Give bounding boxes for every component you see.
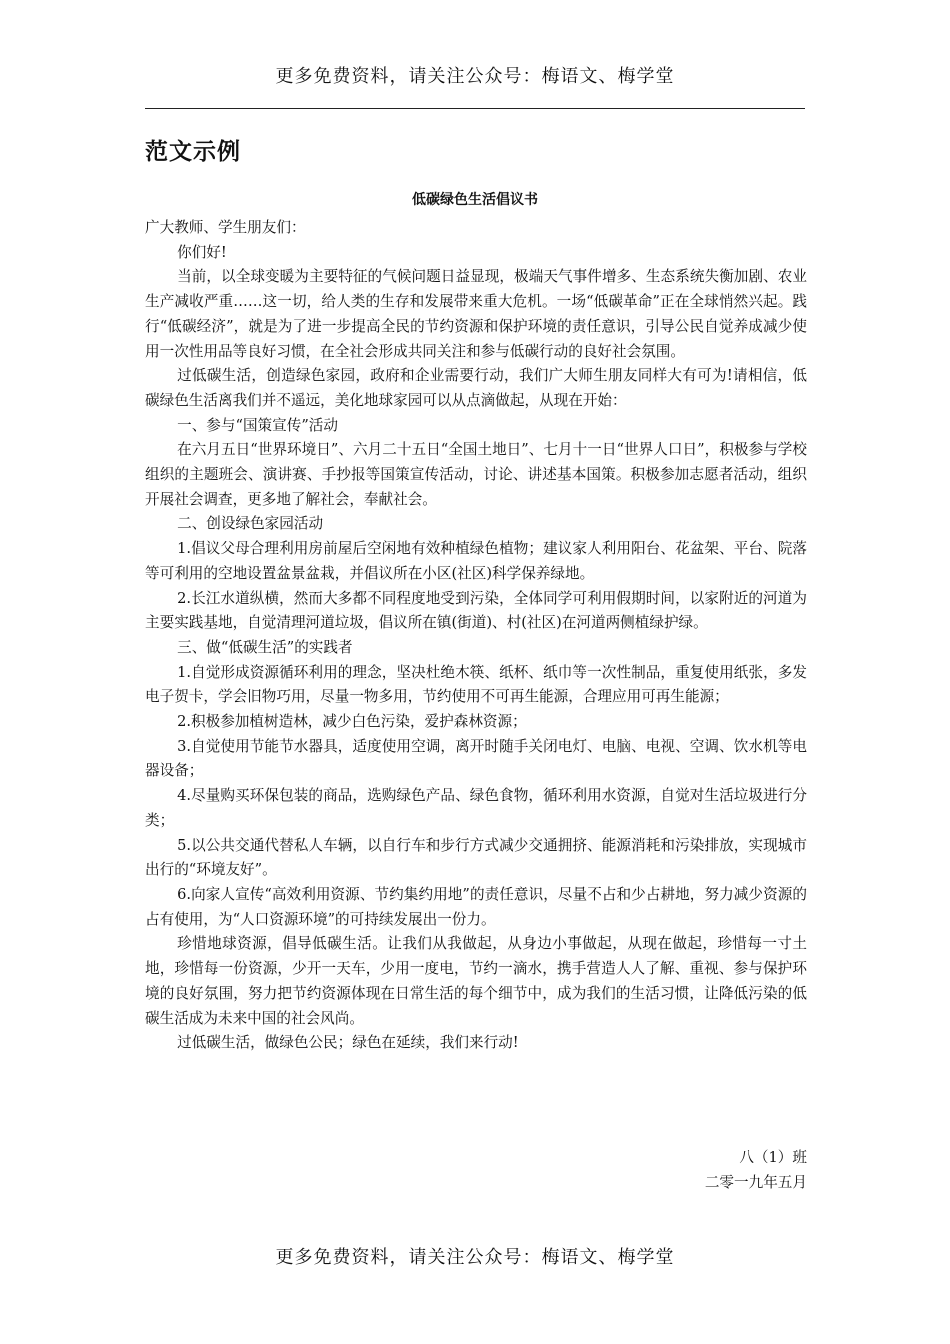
section-title: 范文示例 [145, 139, 241, 165]
page-header: 更多免费资料，请关注公众号：梅语文、梅学堂 [275, 66, 675, 87]
document-title: 低碳绿色生活倡议书 [412, 192, 538, 208]
list-item: 2.长江水道纵横，然而大多都不同程度地受到污染，全体同学可利用假期时间，以家附近的河道为主要实践基地，自觉清理河道垃圾，倡议所在镇(街道)、村(社区)在河道两侧植绿护绿。 [145, 589, 807, 632]
list-item: 1.自觉形成资源循环利用的理念，坚决杜绝木筷、纸杯、纸巾等一次性制品，重复使用纸张，多发电子贺卡，学会旧物巧用，尽量一物多用，节约使用不可再生能源，合理应用可再生能源； [145, 663, 807, 706]
list-item: 6.向家人宣传“高效利用资源、节约集约用地”的责任意识，尽量不占和少占耕地，努力减少资源的占有使用，为“人口资源环境”的可持续发展出一份力。 [145, 885, 807, 928]
list-item: 2.积极参加植树造林，减少白色污染，爱护森林资源； [177, 713, 527, 731]
header-divider [145, 108, 805, 109]
list-item: 5.以公共交通代替私人车辆，以自行车和步行方式减少交通拥挤、能源消耗和污染排放，实现城市出行的“环境友好”。 [145, 836, 807, 879]
letter-body [145, 216, 807, 1056]
paragraph: 在六月五日“世界环境日”、六月二十五日“全国土地日”、七月十一日“世界人口日”，积极参与学校组织的主题班会、演讲赛、手抄报等国策宣传活动，讨论、讲述基本国策。积极参加志愿者活动，组织开展社会调查，更多地了解社会，奉献社会。 [145, 441, 807, 508]
list-item: 3.自觉使用节能节水器具，适度使用空调，离开时随手关闭电灯、电脑、电视、空调、饮水机等电器设备； [145, 737, 807, 780]
greeting: 你们好! [177, 243, 227, 261]
subheading: 三、做“低碳生活”的实践者 [177, 638, 353, 656]
closing-line: 过低碳生活，做绿色公民；绿色在延续，我们来行动! [177, 1034, 519, 1052]
signature-class: 八（1）班 [739, 1149, 807, 1166]
subheading: 一、参与“国策宣传”活动 [177, 416, 338, 434]
page-footer: 更多免费资料，请关注公众号：梅语文、梅学堂 [275, 1247, 675, 1268]
paragraph: 珍惜地球资源，倡导低碳生活。让我们从我做起，从身边小事做起，从现在做起，珍惜每一寸土地，珍惜每一份资源，少开一天车，少用一度电，节约一滴水，携手营造人人了解、重视、参与保护环境的良好氛围，努力把节约资源体现在日常生活的每个细节中，成为我们的生活习惯，让降低污染的低碳生活成为未来中国的社会风尚。 [145, 935, 807, 1027]
list-item: 4.尽量购买环保包装的商品，选购绿色产品、绿色食物，循环利用水资源，自觉对生活垃圾进行分类； [145, 787, 807, 829]
list-item: 1.倡议父母合理利用房前屋后空闲地有效种植绿色植物；建议家人利用阳台、花盆架、平台、院落等可利用的空地设置盆景盆栽，并倡议所在小区(社区)科学保养绿地。 [145, 540, 807, 582]
paragraph: 过低碳生活，创造绿色家园，政府和企业需要行动，我们广大师生朋友同样大有可为!请相信，低碳绿色生活离我们并不遥远，美化地球家园可以从点滴做起，从现在开始： [145, 367, 807, 409]
salutation: 广大教师、学生朋友们： [145, 219, 306, 236]
subheading: 二、创设绿色家园活动 [177, 515, 324, 533]
paragraph: 当前，以全球变暖为主要特征的气候问题日益显现，极端天气事件增多、生态系统失衡加剧、农业生产减收严重……这一切，给人类的生存和发展带来重大危机。一场“低碳革命”正在全球悄然兴起。践行“低碳经济”，就是为了进一步提高全民的节约资源和保护环境的责任意识，引导公民自觉养成减少使用一次性用品等良好习惯，在全社会形成共同关注和参与低碳行动的良好社会氛围。 [145, 268, 807, 360]
signature-date: 二零一九年五月 [704, 1174, 807, 1191]
